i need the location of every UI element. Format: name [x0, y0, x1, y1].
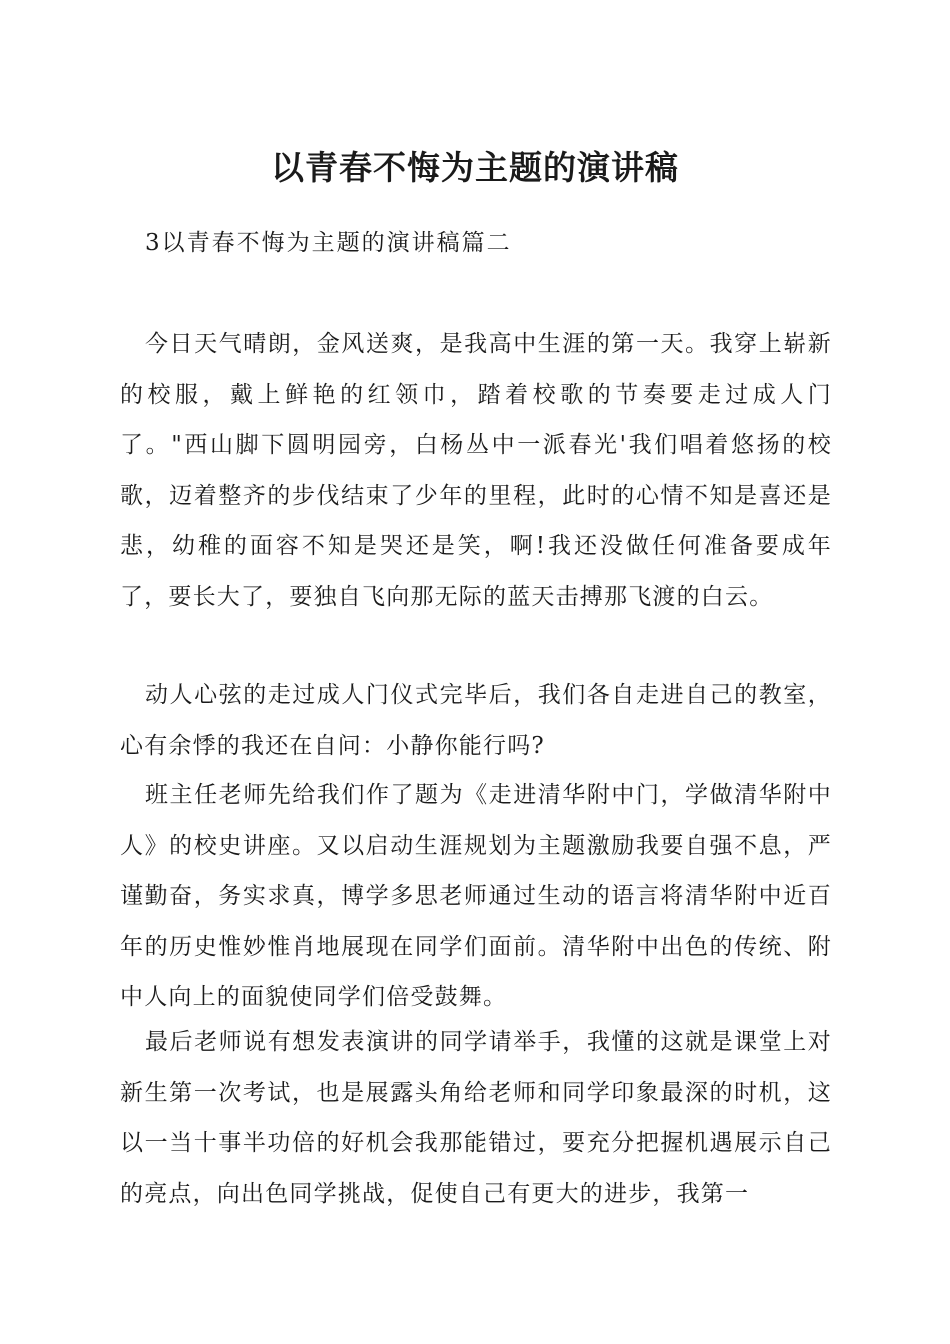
document-subtitle: 3以青春不悔为主题的演讲稿篇二 [145, 230, 512, 256]
paragraph-2: 动人心弦的走过成人门仪式完毕后，我们各自走进自己的教室，心有余悸的我还在自问：小静你能行吗? [120, 682, 832, 759]
paragraph-3: 班主任老师先给我们作了题为《走进清华附中门，学做清华附中人》的校史讲座。又以启动生涯规划为主题激励我要自强不息，严谨勤奋，务实求真，博学多思老师通过生动的语言将清华附中近百年的历史惟妙惟肖地展现在同学们面前。清华附中出色的传统、附中人向上的面貌使同学们倍受鼓舞。 [120, 782, 832, 1010]
document-title: 以青春不悔为主题的演讲稿 [271, 148, 679, 187]
paragraph-4: 最后老师说有想发表演讲的同学请举手，我懂的这就是课堂上对新生第一次考试，也是展露头角给老师和同学印象最深的时机，这以一当十事半功倍的好机会我那能错过，要充分把握机遇展示自己的亮点，向出色同学挑战，促使自己有更大的进步，我第一 [120, 1029, 832, 1207]
paragraph-1: 今日天气晴朗，金风送爽，是我高中生涯的第一天。我穿上崭新的校服，戴上鲜艳的红领巾，踏着校歌的节奏要走过成人门了。"西山脚下圆明园旁，白杨丛中一派春光'我们唱着悠扬的校歌，迈着整齐的步伐结束了少年的里程，此时的心情不知是喜还是悲，幼稚的面容不知是哭还是笑，啊!我还没做任何准备要成年了，要长大了，要独自飞向那无际的蓝天击搏那飞渡的白云。 [120, 331, 832, 610]
